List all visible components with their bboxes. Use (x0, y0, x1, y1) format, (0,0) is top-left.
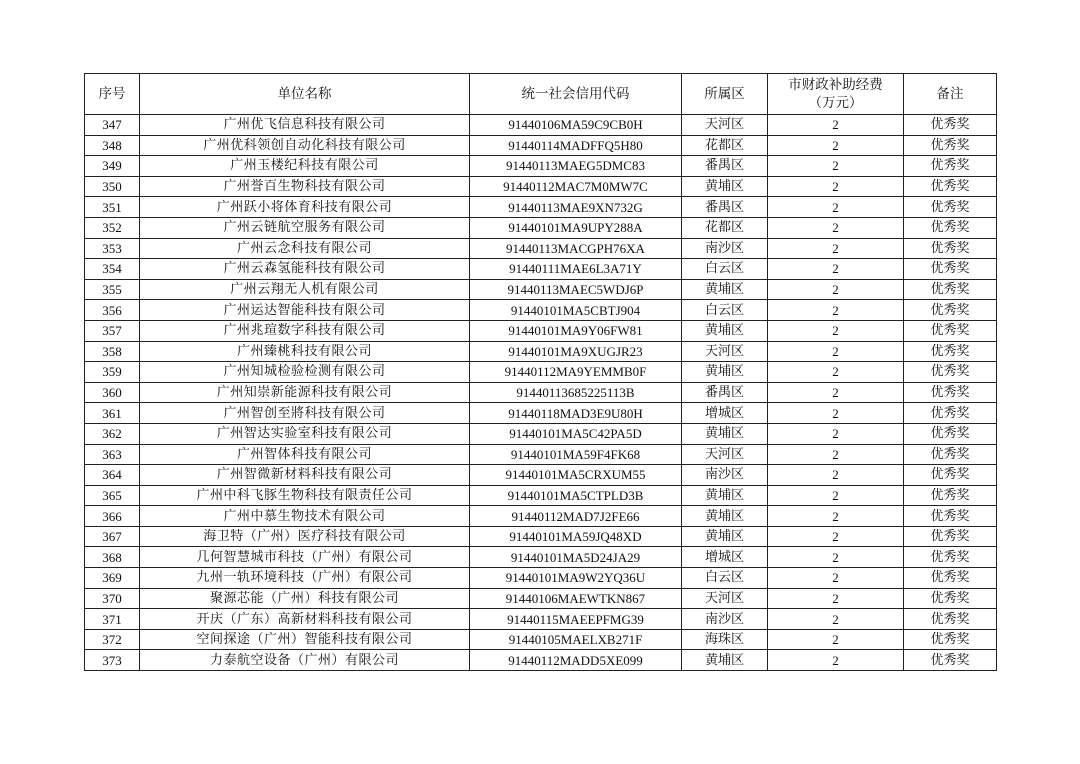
cell-credit-code: 91440112MAC7M0MW7C (470, 176, 682, 197)
cell-credit-code: 91440101MA5D24JA29 (470, 547, 682, 568)
cell-district: 白云区 (682, 568, 768, 589)
cell-no: 366 (85, 506, 140, 527)
cell-credit-code: 91440101MA9XUGJR23 (470, 341, 682, 362)
cell-district: 天河区 (682, 444, 768, 465)
cell-no: 356 (85, 300, 140, 321)
cell-company-name: 广州知城检验检测有限公司 (140, 362, 470, 383)
table-row (85, 341, 997, 362)
cell-no: 359 (85, 362, 140, 383)
cell-no: 368 (85, 547, 140, 568)
cell-district: 黄埔区 (682, 176, 768, 197)
cell-remark: 优秀奖 (904, 217, 997, 238)
cell-remark: 优秀奖 (904, 341, 997, 362)
table-row (85, 217, 997, 238)
table-row (85, 115, 997, 136)
cell-company-name: 广州智体科技有限公司 (140, 444, 470, 465)
table-row (85, 382, 997, 403)
table-row (85, 423, 997, 444)
cell-remark: 优秀奖 (904, 115, 997, 136)
cell-company-name: 海卫特（广州）医疗科技有限公司 (140, 526, 470, 547)
table-row (85, 176, 997, 197)
cell-subsidy-amount: 2 (768, 217, 904, 238)
cell-district: 南沙区 (682, 609, 768, 630)
cell-subsidy-amount: 2 (768, 259, 904, 280)
cell-subsidy-amount: 2 (768, 547, 904, 568)
cell-subsidy-amount: 2 (768, 629, 904, 650)
cell-no: 353 (85, 238, 140, 259)
cell-remark: 优秀奖 (904, 135, 997, 156)
table-row (85, 135, 997, 156)
header-subsidy-line1: 市财政补助经费 (788, 77, 883, 93)
header-subsidy-line2: （万元） (808, 95, 863, 111)
cell-company-name: 几何智慧城市科技（广州）有限公司 (140, 547, 470, 568)
cell-no: 354 (85, 259, 140, 280)
cell-district: 增城区 (682, 403, 768, 424)
cell-credit-code: 91440101MA59JQ48XD (470, 526, 682, 547)
cell-remark: 优秀奖 (904, 526, 997, 547)
cell-subsidy-amount: 2 (768, 300, 904, 321)
cell-district: 黄埔区 (682, 485, 768, 506)
cell-remark: 优秀奖 (904, 485, 997, 506)
cell-credit-code: 91440101MA5CRXUM55 (470, 465, 682, 486)
cell-subsidy-amount: 2 (768, 423, 904, 444)
cell-district: 增城区 (682, 547, 768, 568)
table-row (85, 547, 997, 568)
cell-subsidy-amount: 2 (768, 403, 904, 424)
cell-remark: 优秀奖 (904, 176, 997, 197)
cell-company-name: 广州中慕生物技术有限公司 (140, 506, 470, 527)
cell-company-name: 聚源芯能（广州）科技有限公司 (140, 588, 470, 609)
cell-credit-code: 91440115MAEEPFMG39 (470, 609, 682, 630)
cell-credit-code: 91440118MAD3E9U80H (470, 403, 682, 424)
cell-credit-code: 91440112MA9YEMMB0F (470, 362, 682, 383)
cell-company-name: 广州知崇新能源科技有限公司 (140, 382, 470, 403)
cell-district: 南沙区 (682, 465, 768, 486)
cell-district: 白云区 (682, 300, 768, 321)
cell-no: 349 (85, 156, 140, 177)
cell-company-name: 广州智达实验室科技有限公司 (140, 423, 470, 444)
cell-remark: 优秀奖 (904, 568, 997, 589)
table-row (85, 259, 997, 280)
header-remark: 备注 (904, 74, 997, 115)
cell-company-name: 广州兆瑄数字科技有限公司 (140, 320, 470, 341)
cell-company-name: 广州臻桃科技有限公司 (140, 341, 470, 362)
cell-district: 黄埔区 (682, 526, 768, 547)
cell-no: 360 (85, 382, 140, 403)
cell-district: 白云区 (682, 259, 768, 280)
cell-no: 355 (85, 279, 140, 300)
cell-company-name: 广州中科飞豚生物科技有限责任公司 (140, 485, 470, 506)
cell-subsidy-amount: 2 (768, 444, 904, 465)
cell-credit-code: 914401136852251​13B (470, 382, 682, 403)
cell-subsidy-amount: 2 (768, 320, 904, 341)
cell-no: 347 (85, 115, 140, 136)
cell-remark: 优秀奖 (904, 156, 997, 177)
cell-remark: 优秀奖 (904, 444, 997, 465)
cell-credit-code: 91440101MA5CBTJ904 (470, 300, 682, 321)
cell-credit-code: 91440113MAEG5DMC83 (470, 156, 682, 177)
cell-company-name: 空间探途（广州）智能科技有限公司 (140, 629, 470, 650)
cell-no: 358 (85, 341, 140, 362)
cell-company-name: 力泰航空设备（广州）有限公司 (140, 650, 470, 671)
cell-subsidy-amount: 2 (768, 382, 904, 403)
cell-remark: 优秀奖 (904, 650, 997, 671)
cell-remark: 优秀奖 (904, 259, 997, 280)
cell-subsidy-amount: 2 (768, 526, 904, 547)
cell-company-name: 广州云森氢能科技有限公司 (140, 259, 470, 280)
cell-remark: 优秀奖 (904, 279, 997, 300)
cell-district: 黄埔区 (682, 506, 768, 527)
table-row (85, 588, 997, 609)
cell-company-name: 广州运达智能科技有限公司 (140, 300, 470, 321)
cell-district: 番禺区 (682, 197, 768, 218)
cell-remark: 优秀奖 (904, 238, 997, 259)
cell-remark: 优秀奖 (904, 382, 997, 403)
table-row (85, 238, 997, 259)
table-row (85, 650, 997, 671)
cell-district: 南沙区 (682, 238, 768, 259)
cell-no: 373 (85, 650, 140, 671)
cell-subsidy-amount: 2 (768, 197, 904, 218)
cell-company-name: 广州跃小将体育科技有限公司 (140, 197, 470, 218)
cell-district: 番禺区 (682, 156, 768, 177)
cell-credit-code: 91440113MAE9XN732G (470, 197, 682, 218)
cell-no: 351 (85, 197, 140, 218)
cell-credit-code: 91440101MA5C42PA5D (470, 423, 682, 444)
cell-subsidy-amount: 2 (768, 279, 904, 300)
cell-company-name: 广州玉楼纪科技有限公司 (140, 156, 470, 177)
award-table (84, 73, 997, 671)
cell-remark: 优秀奖 (904, 300, 997, 321)
cell-remark: 优秀奖 (904, 423, 997, 444)
cell-credit-code: 91440105MAELXB271F (470, 629, 682, 650)
table-row (85, 362, 997, 383)
cell-no: 369 (85, 568, 140, 589)
table-row (85, 403, 997, 424)
cell-remark: 优秀奖 (904, 197, 997, 218)
cell-district: 天河区 (682, 341, 768, 362)
cell-no: 352 (85, 217, 140, 238)
cell-remark: 优秀奖 (904, 629, 997, 650)
cell-subsidy-amount: 2 (768, 609, 904, 630)
table-row (85, 197, 997, 218)
cell-credit-code: 91440101MA59F4FK68 (470, 444, 682, 465)
cell-credit-code: 91440101MA9Y06FW81 (470, 320, 682, 341)
cell-credit-code: 91440111MAE6L3A71Y (470, 259, 682, 280)
cell-subsidy-amount: 2 (768, 135, 904, 156)
cell-company-name: 广州云翔无人机有限公司 (140, 279, 470, 300)
header-name: 单位名称 (140, 74, 470, 115)
cell-remark: 优秀奖 (904, 588, 997, 609)
table-row (85, 320, 997, 341)
table-row (85, 300, 997, 321)
cell-credit-code: 91440113MAEC5WDJ6P (470, 279, 682, 300)
cell-no: 371 (85, 609, 140, 630)
cell-no: 361 (85, 403, 140, 424)
cell-no: 350 (85, 176, 140, 197)
cell-subsidy-amount: 2 (768, 588, 904, 609)
cell-company-name: 广州优科领创自动化科技有限公司 (140, 135, 470, 156)
cell-credit-code: 91440106MAEWTKN867 (470, 588, 682, 609)
cell-credit-code: 91440112MADD5XE099 (470, 650, 682, 671)
cell-remark: 优秀奖 (904, 362, 997, 383)
cell-subsidy-amount: 2 (768, 176, 904, 197)
cell-credit-code: 91440106MA59C9CB0H (470, 115, 682, 136)
table-row (85, 609, 997, 630)
table-row (85, 485, 997, 506)
header-subsidy (768, 74, 904, 115)
cell-district: 黄埔区 (682, 320, 768, 341)
cell-subsidy-amount: 2 (768, 341, 904, 362)
cell-no: 370 (85, 588, 140, 609)
table-row (85, 156, 997, 177)
cell-subsidy-amount: 2 (768, 115, 904, 136)
cell-company-name: 广州智创至將科技有限公司 (140, 403, 470, 424)
table-row (85, 444, 997, 465)
cell-remark: 优秀奖 (904, 320, 997, 341)
cell-subsidy-amount: 2 (768, 650, 904, 671)
table-body (85, 115, 997, 671)
cell-subsidy-amount: 2 (768, 238, 904, 259)
cell-district: 天河区 (682, 115, 768, 136)
cell-district: 黄埔区 (682, 362, 768, 383)
cell-remark: 优秀奖 (904, 609, 997, 630)
cell-company-name: 九州一轨环境科技（广州）有限公司 (140, 568, 470, 589)
cell-district: 海珠区 (682, 629, 768, 650)
cell-subsidy-amount: 2 (768, 156, 904, 177)
cell-no: 365 (85, 485, 140, 506)
cell-no: 363 (85, 444, 140, 465)
cell-company-name: 广州誉百生物科技有限公司 (140, 176, 470, 197)
cell-credit-code: 91440113MACGPH76XA (470, 238, 682, 259)
cell-credit-code: 91440101MA9W2YQ36U (470, 568, 682, 589)
cell-no: 348 (85, 135, 140, 156)
cell-subsidy-amount: 2 (768, 506, 904, 527)
cell-subsidy-amount: 2 (768, 568, 904, 589)
cell-subsidy-amount: 2 (768, 362, 904, 383)
cell-company-name: 广州智微新材料科技有限公司 (140, 465, 470, 486)
cell-district: 黄埔区 (682, 650, 768, 671)
cell-credit-code: 91440101MA5CTPLD3B (470, 485, 682, 506)
cell-credit-code: 91440112MAD7J2FE66 (470, 506, 682, 527)
cell-district: 黄埔区 (682, 279, 768, 300)
cell-company-name: 广州云链航空服务有限公司 (140, 217, 470, 238)
cell-district: 黄埔区 (682, 423, 768, 444)
table-row (85, 526, 997, 547)
table-row (85, 506, 997, 527)
cell-company-name: 广州云念科技有限公司 (140, 238, 470, 259)
header-district: 所属区 (682, 74, 768, 115)
cell-remark: 优秀奖 (904, 465, 997, 486)
cell-district: 花都区 (682, 217, 768, 238)
cell-no: 357 (85, 320, 140, 341)
table-header-row (85, 74, 997, 115)
cell-district: 花都区 (682, 135, 768, 156)
cell-company-name: 广州优飞信息科技有限公司 (140, 115, 470, 136)
cell-remark: 优秀奖 (904, 547, 997, 568)
header-no: 序号 (85, 74, 140, 115)
header-code: 统一社会信用代码 (470, 74, 682, 115)
cell-credit-code: 91440114MADFFQ5H80 (470, 135, 682, 156)
cell-no: 367 (85, 526, 140, 547)
cell-no: 372 (85, 629, 140, 650)
cell-subsidy-amount: 2 (768, 485, 904, 506)
cell-subsidy-amount: 2 (768, 465, 904, 486)
cell-credit-code: 91440101MA9UPY288A (470, 217, 682, 238)
table-row (85, 465, 997, 486)
cell-district: 番禺区 (682, 382, 768, 403)
cell-remark: 优秀奖 (904, 403, 997, 424)
table-row (85, 568, 997, 589)
cell-district: 天河区 (682, 588, 768, 609)
cell-remark: 优秀奖 (904, 506, 997, 527)
cell-company-name: 开庆（广东）高新材料科技有限公司 (140, 609, 470, 630)
table-row (85, 279, 997, 300)
cell-no: 362 (85, 423, 140, 444)
cell-no: 364 (85, 465, 140, 486)
table-row (85, 629, 997, 650)
